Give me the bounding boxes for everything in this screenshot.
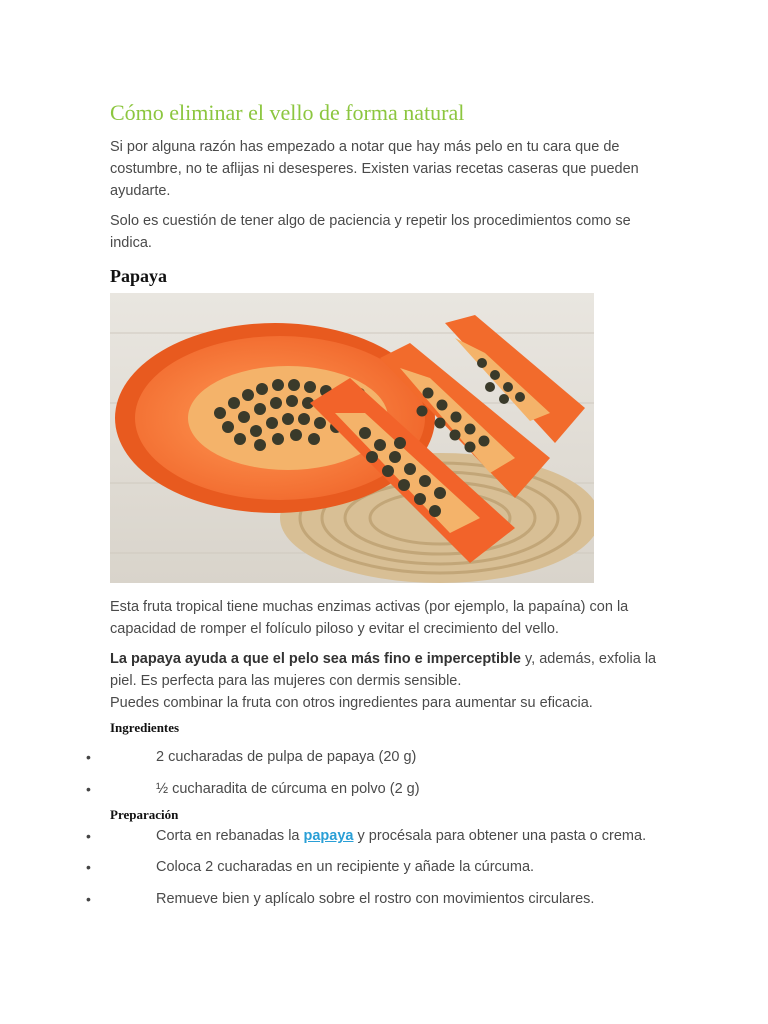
combine-text: Puedes combinar la fruta con otros ingredientes para aumentar su eficacia. — [110, 695, 593, 711]
papaya-photo — [110, 293, 594, 583]
bullet-icon: • — [86, 828, 91, 844]
section-heading-papaya: Papaya — [110, 266, 168, 286]
intro-paragraph-2: Solo es cuestión de tener algo de paciencia y repetir los procedimientos como se indica. — [110, 213, 631, 251]
step-1-text-after: y procésala para obtener una pasta o crema. — [353, 828, 647, 844]
benefit-text: y, además, exfolia la piel. Es perfecta para las mujeres con dermis sensible. — [110, 651, 657, 689]
preparation-step-3: Remueve bien y aplícalo sobre el rostro con movimientos circulares. — [156, 891, 595, 907]
papaya-description: Esta fruta tropical tiene muchas enzimas activas (por ejemplo, la papaína) con la capacidad de romper el folículo piloso y evitar el crecimiento del vello. — [110, 599, 629, 637]
ingredients-heading: Ingredientes — [110, 720, 180, 735]
article-title: Cómo eliminar el vello de forma natural — [110, 100, 465, 125]
bullet-icon: • — [86, 781, 91, 797]
ingredient-item-2: ½ cucharadita de cúrcuma en polvo (2 g) — [156, 781, 420, 797]
ingredient-item-1: 2 cucharadas de pulpa de papaya (20 g) — [156, 749, 417, 765]
preparation-step-1 — [156, 828, 646, 844]
papaya-link[interactable]: papaya — [303, 828, 354, 844]
papaya-benefits — [110, 648, 670, 714]
step-1-text-before: Corta en rebanadas la — [156, 828, 304, 844]
bullet-icon: • — [86, 891, 91, 907]
bullet-icon: • — [86, 859, 91, 875]
benefit-highlight: La papaya ayuda a que el pelo sea más fino e imperceptible — [110, 651, 521, 667]
preparation-step-2: Coloca 2 cucharadas en un recipiente y añade la cúrcuma. — [156, 859, 535, 875]
intro-paragraph-1: Si por alguna razón has empezado a notar que hay más pelo en tu cara que de costumbre, no te aflijas ni desesperes. Existen varias recetas caseras que pueden ayudarte. — [110, 139, 639, 199]
preparation-heading: Preparación — [110, 807, 179, 822]
bullet-icon: • — [86, 749, 91, 765]
